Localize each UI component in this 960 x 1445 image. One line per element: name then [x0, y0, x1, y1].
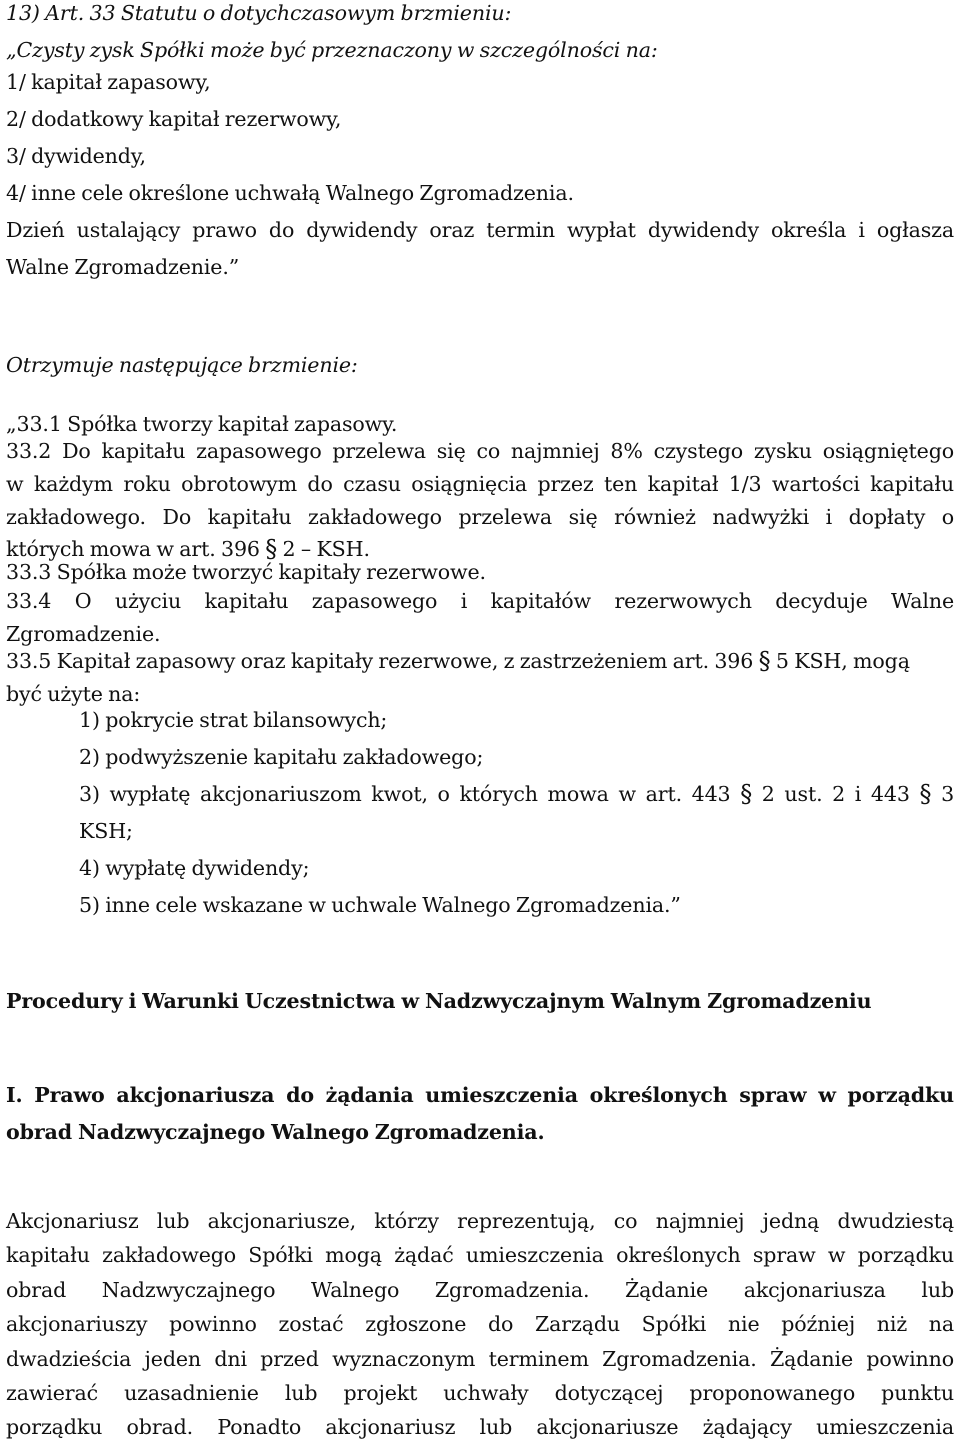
para-33-2-text-b: 2 – KSH. [282, 537, 370, 561]
use-item-3-cont: KSH; [79, 819, 133, 843]
section-13-heading: 13) Art. 33 Statutu o dotychczasowym brzmieniu: [6, 1, 512, 25]
body-line-2: kapitału zakładowego Spółki mogą żądać umieszczenia określonych spraw w porządku [6, 1243, 954, 1268]
section-sign: § [758, 647, 771, 675]
section-sign: § [740, 780, 753, 808]
para-33-2-line-1: 33.2 Do kapitału zapasowego przelewa się co najmniej 8% czystego zysku osiągniętego [6, 439, 954, 463]
section-i-heading-line-1: I. Prawo akcjonariusza do żądania umieszczenia określonych spraw w porządku [6, 1083, 954, 1107]
use-item-1: 1) pokrycie strat bilansowych; [79, 708, 388, 732]
para-33-5-text-a: 33.5 Kapitał zapasowy oraz kapitały rezerwowe, z zastrzeżeniem art. 396 [6, 649, 754, 673]
section-13-block [6, 0, 954, 69]
body-line-7: porządku obrad. Ponadto akcjonariusz lub akcjonariusze żądający umieszczenia [6, 1415, 954, 1440]
para-33-5-line-1 [6, 645, 954, 678]
old-item-3: 3/ dywidendy, [6, 144, 146, 168]
para-33-3: 33.3 Spółka może tworzyć kapitały rezerwowe. [6, 560, 486, 584]
old-dividend-line-1: Dzień ustalający prawo do dywidendy oraz termin wypłat dywidendy określa i ogłasza [6, 218, 954, 242]
para-33-2-text-a: których mowa w art. 396 [6, 537, 260, 561]
use-item-3-text-a: 3) wypłatę akcjonariuszom kwot, o których mowa w art. 443 [79, 782, 731, 806]
use-item-2: 2) podwyższenie kapitału zakładowego; [79, 745, 484, 769]
para-33-4 [6, 585, 954, 651]
use-item-3-text-c: 3 [941, 782, 955, 806]
para-33-5-line-2: być użyte na: [6, 682, 141, 706]
section-i-heading [6, 1077, 954, 1151]
use-item-3 [79, 776, 954, 813]
para-33-5-text-b: 5 KSH, mogą [775, 649, 910, 673]
use-item-4: 4) wypłatę dywidendy; [79, 856, 310, 880]
new-wording-label [6, 347, 954, 384]
para-33-2-line-2: w każdym roku obrotowym do czasu osiągnięcia przez ten kapitał 1/3 wartości kapitału [6, 472, 954, 496]
section-sign: § [919, 780, 932, 808]
para-33-2-line-3: zakładowego. Do kapitału zakładowego przelewa się również nadwyżki i dopłaty o [6, 505, 954, 529]
para-33-1: „33.1 Spółka tworzy kapitał zapasowy. [6, 412, 398, 436]
use-item-5: 5) inne cele wskazane w uchwale Walnego Zgromadzenia.” [79, 893, 681, 917]
old-wording-list [6, 64, 954, 286]
para-33-4-line-2: Zgromadzenie. [6, 622, 161, 646]
old-item-2: 2/ dodatkowy kapitał rezerwowy, [6, 107, 342, 131]
body-line-4: akcjonariuszy powinno zostać zgłoszone do Zarządu Spółki nie później niż na [6, 1312, 954, 1337]
old-wording-intro: „Czysty zysk Spółki może być przeznaczony w szczególności na: [6, 38, 658, 62]
procedures-heading-text: Procedury i Warunki Uczestnictwa w Nadzwyczajnym Walnym Zgromadzeniu [6, 989, 872, 1013]
procedures-heading [6, 983, 954, 1020]
section-i-body [6, 1204, 954, 1445]
para-33-4-line-1: 33.4 O użyciu kapitału zapasowego i kapitałów rezerwowych decyduje Walne [6, 589, 954, 613]
body-line-5: dwadzieścia jeden dni przed wyznaczonym terminem Zgromadzenia. Żądanie powinno [6, 1346, 954, 1371]
body-line-1: Akcjonariusz lub akcjonariusze, którzy reprezentują, co najmniej jedną dwudziestą [6, 1209, 954, 1233]
old-item-1: 1/ kapitał zapasowy, [6, 70, 211, 94]
body-line-3: obrad Nadzwyczajnego Walnego Zgromadzenia. Żądanie akcjonariusza lub [6, 1277, 954, 1302]
para-33-2 [6, 435, 954, 565]
body-line-6: zawierać uzasadnienie lub projekt uchwały dotyczącej proponowanego punktu [6, 1381, 954, 1406]
uses-list [6, 702, 954, 924]
section-sign: § [265, 535, 278, 563]
old-dividend-line-2: Walne Zgromadzenie.” [6, 255, 240, 279]
new-wording-label-text: Otrzymuje następujące brzmienie: [6, 353, 358, 377]
use-item-3-text-b: 2 ust. 2 i 443 [761, 782, 910, 806]
section-i-heading-line-2: obrad Nadzwyczajnego Walnego Zgromadzenia. [6, 1120, 545, 1144]
old-item-4: 4/ inne cele określone uchwałą Walnego Zgromadzenia. [6, 181, 574, 205]
